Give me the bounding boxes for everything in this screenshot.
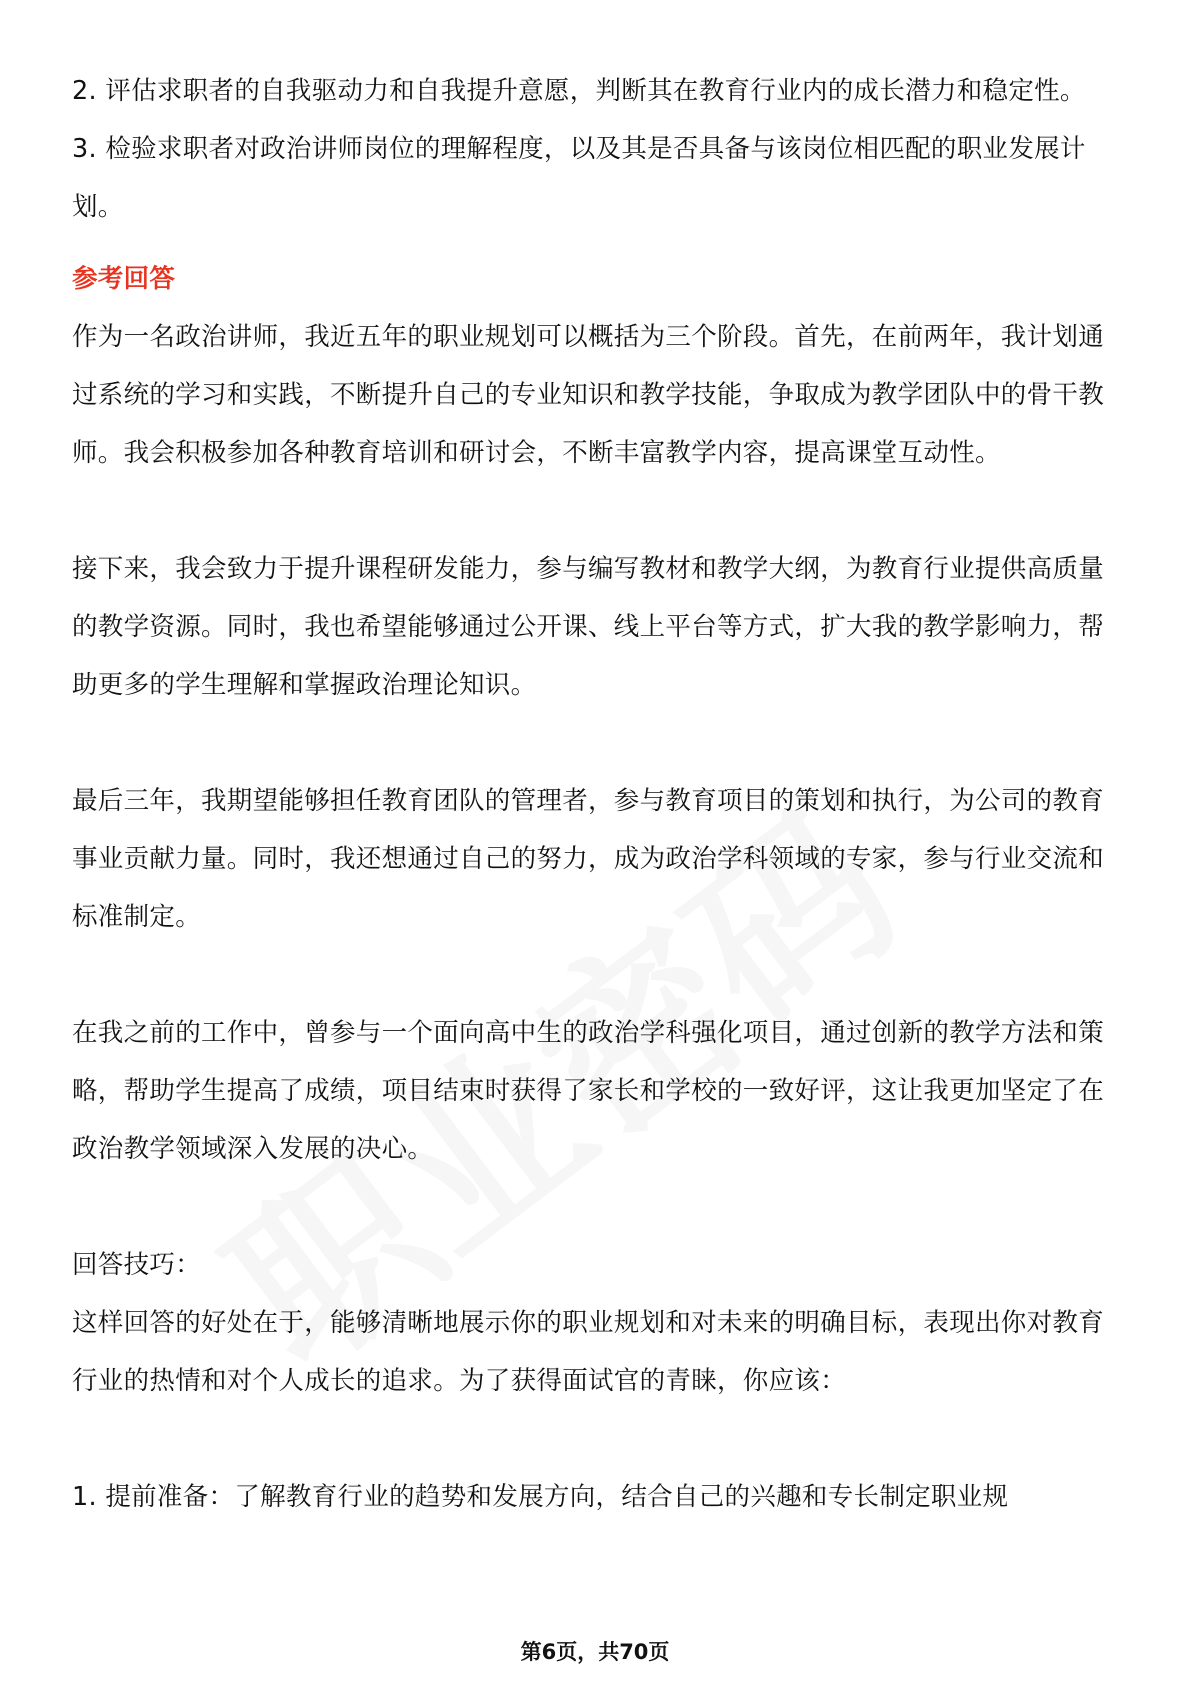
tips-paragraph: 这样回答的好处在于，能够清晰地展示你的职业规划和对未来的明确目标，表现出你对教育行业的热情和对个人成长的追求。为了获得面试官的青睐，你应该： — [72, 1308, 1105, 1396]
answer-paragraph-2: 接下来，我会致力于提升课程研发能力，参与编写教材和教学大纲，为教育行业提供高质量的教学资源。同时，我也希望能够通过公开课、线上平台等方式，扩大我的教学影响力，帮助更多的学生理解和掌握政治理论知识。 — [72, 554, 1105, 700]
paragraph-gap — [72, 714, 1122, 772]
page-number: 第6页，共70页 — [520, 1640, 670, 1664]
paragraph-point-2: 2. 评估求职者的自我驱动力和自我提升意愿，判断其在教育行业内的成长潜力和稳定性。 — [72, 76, 1086, 106]
paragraph-gap — [72, 1178, 1122, 1236]
reference-answer-heading: 参考回答 — [72, 264, 176, 294]
document-body — [72, 62, 1122, 1526]
tips-heading: 回答技巧： — [72, 1250, 202, 1280]
tips-point-1: 1. 提前准备：了解教育行业的趋势和发展方向，结合自己的兴趣和专长制定职业规 — [72, 1482, 1009, 1512]
answer-paragraph-4: 在我之前的工作中，曾参与一个面向高中生的政治学科强化项目，通过创新的教学方法和策略，帮助学生提高了成绩，项目结束时获得了家长和学校的一致好评，这让我更加坚定了在政治教学领域深入发展的决心。 — [72, 1018, 1105, 1164]
answer-paragraph-1: 作为一名政治讲师，我近五年的职业规划可以概括为三个阶段。首先，在前两年，我计划通过系统的学习和实践，不断提升自己的专业知识和教学技能，争取成为教学团队中的骨干教师。我会积极参加各种教育培训和研讨会，不断丰富教学内容，提高课堂互动性。 — [72, 322, 1105, 468]
paragraph-gap — [72, 1410, 1122, 1468]
paragraph-gap — [72, 482, 1122, 540]
paragraph-gap — [72, 946, 1122, 1004]
paragraph-point-3: 3. 检验求职者对政治讲师岗位的理解程度，以及其是否具备与该岗位相匹配的职业发展计划。 — [72, 134, 1086, 222]
answer-paragraph-3: 最后三年，我期望能够担任教育团队的管理者，参与教育项目的策划和执行，为公司的教育事业贡献力量。同时，我还想通过自己的努力，成为政治学科领域的专家，参与行业交流和标准制定。 — [72, 786, 1105, 932]
